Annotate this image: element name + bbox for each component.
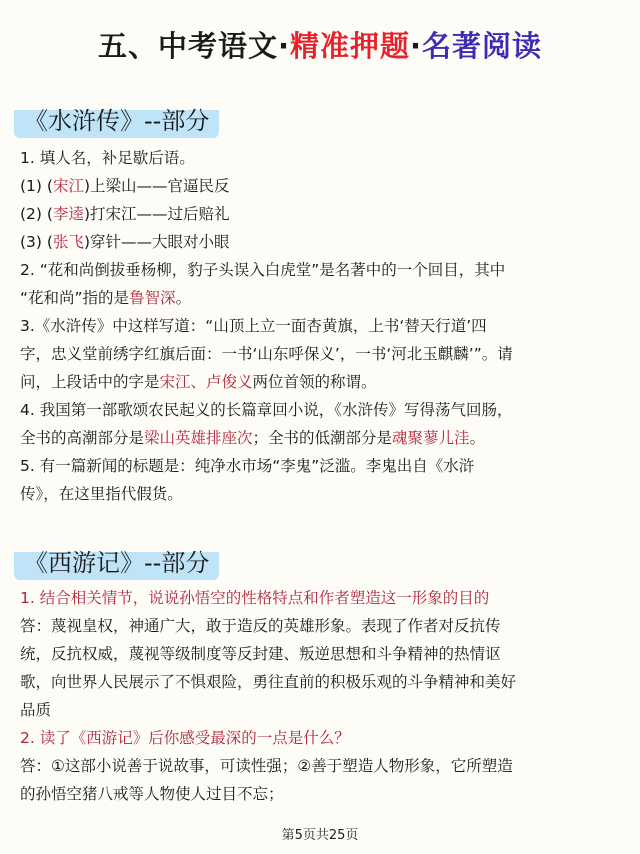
line-text: 统，反抗权威，蔑视等级制度等反封建、叛逆思想和斗争精神的热情讴	[20, 645, 501, 663]
section-body-shuihu	[20, 144, 624, 508]
text-line	[20, 640, 624, 668]
text-line	[20, 256, 624, 284]
highlight-text: 2. 读了《西游记》后你感受最深的一点是什么？	[20, 729, 350, 747]
line-text: “花和尚”指的是	[20, 289, 130, 307]
line-text: 全书的高潮部分是	[20, 429, 145, 447]
text-line	[20, 780, 624, 808]
title-highlight-red: 精准押题	[289, 29, 410, 63]
text-line	[20, 340, 624, 368]
title-highlight-purple: 名著阅读	[422, 29, 543, 63]
section-heading-shuihu: 《水浒传》--部分	[14, 104, 219, 138]
line-text: 4. 我国第一部歌颂农民起义的长篇章回小说，《水浒传》写得荡气回肠，	[20, 401, 513, 419]
highlight-text: 1. 结合相关情节，说说孙悟空的性格特点和作者塑造这一形象的目的	[20, 589, 490, 607]
page-title	[0, 24, 640, 65]
line-text: (3) (	[20, 233, 53, 251]
highlight-text: 鲁智深	[129, 289, 176, 307]
title-prefix: 五、中考语文·	[97, 29, 290, 63]
text-line	[20, 724, 624, 752]
line-text: )打宋江——过后赔礼	[83, 205, 230, 223]
highlight-text: 张飞	[52, 233, 84, 251]
text-line	[20, 144, 624, 172]
text-line	[20, 368, 624, 396]
line-text: )穿针——大眼对小眼	[83, 233, 230, 251]
line-text: 2. “花和尚倒拔垂杨柳，豹子头误入白虎堂”是名著中的一个回目，其中	[20, 261, 506, 279]
line-text: 两位首领的称谓。	[252, 373, 377, 391]
line-text: 3.《水浒传》中这样写道：“山顶上立一面杏黄旗，上书‘替天行道’四	[20, 317, 487, 335]
section-heading-xiyou: 《西游记》--部分	[14, 546, 219, 580]
highlight-text: 李逵	[52, 205, 84, 223]
line-text: (2) (	[20, 205, 53, 223]
page-footer: 第5页共25页	[281, 828, 359, 843]
section-body-xiyou	[20, 584, 624, 808]
line-text: 问，上段话中的字是	[20, 373, 160, 391]
text-line	[20, 612, 624, 640]
text-line	[20, 172, 624, 200]
text-line	[20, 452, 624, 480]
title-separator: ·	[410, 29, 423, 63]
line-text: 。	[175, 289, 192, 307]
line-text: 的孙悟空猪八戒等人物使人过目不忘；	[20, 785, 284, 803]
line-text: 传》，在这里指代假货。	[20, 485, 183, 503]
text-line	[20, 312, 624, 340]
line-text: )上梁山——官逼民反	[83, 177, 230, 195]
line-text: 答：蔑视皇权，神通广大，敢于造反的英雄形象。表现了作者对反抗传	[20, 617, 501, 635]
text-line	[20, 668, 624, 696]
text-line	[20, 752, 624, 780]
line-text: 字，忠义堂前绣字红旗后面：一书‘山东呼保义’，一书‘河北玉麒麟’”。请	[20, 345, 513, 363]
line-text: (1) (	[20, 177, 53, 195]
line-text: 答：①这部小说善于说故事，可读性强；②善于塑造人物形象，它所塑造	[20, 757, 513, 775]
line-text: 1. 填人名，补足歇后语。	[20, 149, 195, 167]
highlight-text: 宋江	[52, 177, 84, 195]
line-text: 品质	[20, 701, 52, 719]
text-line	[20, 424, 624, 452]
highlight-text: 梁山英雄排座次	[144, 429, 253, 447]
highlight-text: 魂聚蓼儿洼	[392, 429, 470, 447]
text-line	[20, 584, 624, 612]
line-text: 。	[469, 429, 486, 447]
text-line	[20, 696, 624, 724]
line-text: 歌，向世界人民展示了不惧艰险，勇往直前的积极乐观的斗争精神和美好	[20, 673, 517, 691]
text-line	[20, 228, 624, 256]
line-text: ；全书的低潮部分是	[252, 429, 393, 447]
highlight-text: 宋江、卢俊义	[159, 373, 253, 391]
text-line	[20, 200, 624, 228]
text-line	[20, 396, 624, 424]
text-line	[20, 284, 624, 312]
text-line	[20, 480, 624, 508]
line-text: 5. 有一篇新闻的标题是：纯净水市场“李鬼”泛滥。李鬼出自《水浒	[20, 457, 475, 475]
